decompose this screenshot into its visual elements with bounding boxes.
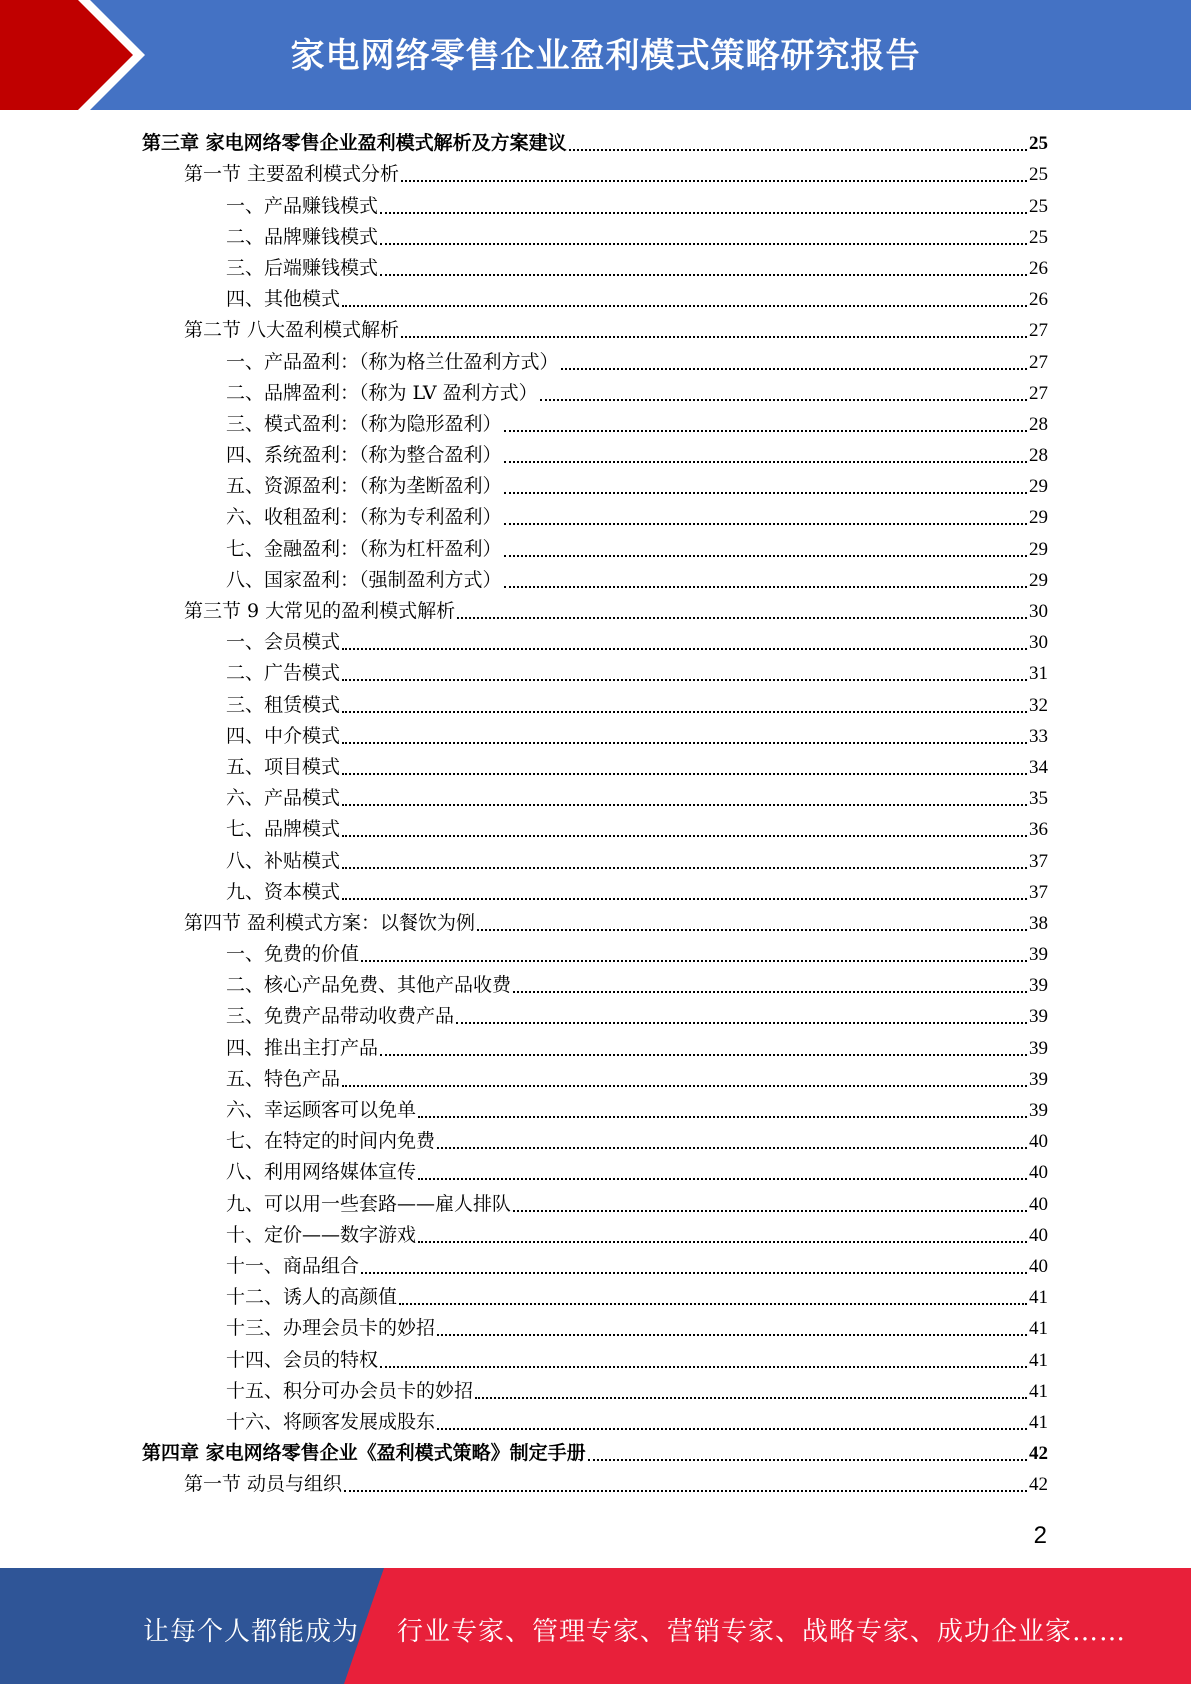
toc-entry-page: 25: [1029, 133, 1048, 155]
toc-dot-leader: [456, 1022, 1027, 1024]
toc-entry-page: 39: [1029, 1006, 1048, 1028]
toc-entry[interactable]: [142, 1064, 1048, 1095]
toc-entry-page: 28: [1029, 413, 1048, 435]
toc-entry-label: 第四章 家电网络零售企业《盈利模式策略》制定手册: [142, 1442, 586, 1465]
toc-entry-page: 39: [1029, 975, 1048, 997]
toc-dot-leader: [504, 555, 1027, 557]
toc-entry-page: 26: [1029, 289, 1048, 311]
toc-entry-label: 六、收租盈利：（称为专利盈利）: [226, 506, 502, 529]
toc-dot-leader: [437, 1147, 1027, 1149]
toc-dot-leader: [504, 586, 1027, 588]
toc-dot-leader: [342, 1085, 1027, 1087]
toc-entry[interactable]: [142, 222, 1048, 253]
toc-entry-label: 五、资源盈利：（称为垄断盈利）: [226, 475, 502, 498]
toc-entry[interactable]: [142, 409, 1048, 440]
toc-entry-page: 40: [1029, 1162, 1048, 1184]
toc-dot-leader: [561, 368, 1027, 370]
toc-entry-label: 一、免费的价值: [226, 943, 360, 966]
toc-entry-label: 第一节 动员与组织: [184, 1473, 343, 1496]
toc-dot-leader: [361, 1272, 1027, 1274]
toc-dot-leader: [342, 835, 1027, 837]
toc-entry[interactable]: [142, 596, 1048, 627]
toc-entry-label: 六、幸运顾客可以免单: [226, 1099, 417, 1121]
footer-slogan-right: 行业专家、管理专家、营销专家、战略专家、成功企业家……: [397, 1617, 1127, 1647]
toc-entry-label: 六、产品模式: [226, 787, 341, 810]
toc-entry-label: 八、利用网络媒体宣传: [226, 1161, 417, 1184]
toc-entry-page: 40: [1029, 1224, 1048, 1246]
toc-entry-label: 五、特色产品: [226, 1067, 341, 1090]
document-header: [0, 0, 1191, 110]
footer-slogan-left: 让每个人都能成为: [143, 1617, 360, 1647]
toc-entry[interactable]: [142, 1344, 1048, 1375]
toc-dot-leader: [380, 1366, 1027, 1368]
toc-entry[interactable]: [142, 1376, 1048, 1407]
toc-entry-page: 39: [1029, 1100, 1048, 1121]
toc-entry[interactable]: [142, 1126, 1048, 1157]
toc-dot-leader: [342, 742, 1027, 744]
toc-dot-leader: [457, 617, 1027, 619]
toc-entry[interactable]: [142, 159, 1048, 190]
toc-entry[interactable]: [142, 253, 1048, 284]
toc-entry[interactable]: [142, 1469, 1048, 1500]
toc-entry-label: 第三节 9 大常见的盈利模式解析: [184, 600, 456, 622]
toc-dot-leader: [569, 149, 1027, 151]
toc-entry-page: 35: [1029, 788, 1048, 810]
toc-dot-leader: [342, 773, 1027, 775]
toc-entry-page: 27: [1029, 382, 1048, 404]
toc-entry-page: 27: [1029, 351, 1048, 373]
toc-entry[interactable]: [142, 346, 1048, 377]
toc-dot-leader: [513, 1210, 1027, 1212]
toc-entry-label: 八、补贴模式: [226, 849, 341, 872]
toc-entry-label: 第二节 八大盈利模式解析: [184, 319, 400, 342]
toc-entry-label: 八、国家盈利：（强制盈利方式）: [226, 568, 502, 591]
toc-entry-label: 九、资本模式: [226, 880, 341, 903]
toc-dot-leader: [361, 960, 1027, 962]
toc-dot-leader: [437, 1334, 1027, 1336]
toc-dot-leader: [342, 867, 1027, 869]
toc-entry[interactable]: [142, 1407, 1048, 1438]
document-footer: [0, 1568, 1191, 1684]
toc-dot-leader: [342, 648, 1027, 650]
toc-entry[interactable]: [142, 1095, 1048, 1126]
toc-dot-leader: [418, 1116, 1027, 1118]
toc-entry[interactable]: [142, 502, 1048, 533]
toc-entry[interactable]: [142, 378, 1048, 409]
page-number: 2: [1033, 1522, 1047, 1549]
toc-entry-page: 41: [1029, 1380, 1048, 1402]
toc-entry-label: 四、系统盈利：（称为整合盈利）: [226, 444, 502, 467]
toc-entry-page: 25: [1029, 226, 1048, 248]
toc-entry-label: 十六、将顾客发展成股东: [226, 1410, 436, 1433]
toc-entry-page: 28: [1029, 445, 1048, 467]
toc-entry-page: 29: [1029, 538, 1048, 560]
toc-entry-label: 七、品牌模式: [226, 818, 341, 841]
toc-entry[interactable]: [142, 1313, 1048, 1344]
toc-entry-label: 十三、办理会员卡的妙招: [226, 1317, 436, 1340]
toc-entry-label: 一、产品赚钱模式: [226, 194, 379, 217]
toc-entry-page: 25: [1029, 195, 1048, 217]
toc-entry-label: 十、定价——数字游戏: [226, 1223, 417, 1246]
toc-entry-page: 29: [1029, 507, 1048, 529]
toc-dot-leader: [380, 274, 1027, 276]
toc-entry-page: 41: [1029, 1411, 1048, 1433]
toc-entry-page: 30: [1029, 601, 1048, 622]
document-title: 家电网络零售企业盈利模式策略研究报告: [290, 36, 921, 76]
toc-dot-leader: [344, 1490, 1027, 1492]
toc-entry[interactable]: [142, 1438, 1048, 1469]
toc-entry-page: 40: [1029, 1131, 1048, 1153]
toc-entry-page: 32: [1029, 694, 1048, 716]
toc-dot-leader: [401, 336, 1027, 338]
toc-entry-page: 37: [1029, 850, 1048, 872]
toc-entry[interactable]: [142, 1251, 1048, 1282]
toc-entry[interactable]: [142, 565, 1048, 596]
toc-dot-leader: [418, 1241, 1027, 1243]
toc-entry[interactable]: [142, 440, 1048, 471]
toc-entry-page: 25: [1029, 164, 1048, 186]
toc-entry-page: 29: [1029, 476, 1048, 498]
toc-entry[interactable]: [142, 1282, 1048, 1313]
toc-dot-leader: [504, 430, 1027, 432]
toc-entry-page: 33: [1029, 725, 1048, 747]
toc-entry-label: 十二、诱人的高颜值: [226, 1286, 398, 1309]
toc-entry-label: 第三章 家电网络零售企业盈利模式解析及方案建议: [142, 132, 567, 155]
toc-entry-label: 一、会员模式: [226, 631, 341, 654]
table-of-contents: [142, 128, 1048, 1500]
toc-dot-leader: [477, 929, 1027, 931]
toc-entry[interactable]: [142, 877, 1048, 908]
toc-dot-leader: [380, 243, 1027, 245]
toc-dot-leader: [504, 523, 1027, 525]
toc-dot-leader: [437, 1428, 1027, 1430]
toc-entry-label: 九、可以用一些套路——雇人排队: [226, 1192, 512, 1215]
toc-entry-label: 三、后端赚钱模式: [226, 256, 379, 279]
toc-dot-leader: [380, 1054, 1027, 1056]
toc-entry[interactable]: [142, 627, 1048, 658]
toc-entry-label: 一、产品盈利：（称为格兰仕盈利方式）: [226, 350, 559, 373]
toc-entry-label: 十四、会员的特权: [226, 1348, 379, 1371]
toc-entry-page: 39: [1029, 944, 1048, 966]
toc-dot-leader: [540, 399, 1027, 401]
toc-entry-page: 41: [1029, 1318, 1048, 1340]
toc-dot-leader: [475, 1397, 1027, 1399]
toc-dot-leader: [342, 679, 1027, 681]
toc-entry-label: 五、项目模式: [226, 755, 341, 778]
toc-entry[interactable]: [142, 533, 1048, 564]
toc-dot-leader: [504, 492, 1027, 494]
toc-entry-label: 七、金融盈利：（称为杠杆盈利）: [226, 537, 502, 560]
toc-dot-leader: [418, 1178, 1027, 1180]
toc-entry-page: 34: [1029, 756, 1048, 778]
toc-entry[interactable]: [142, 1188, 1048, 1219]
toc-entry-label: 七、在特定的时间内免费: [226, 1130, 436, 1153]
toc-entry[interactable]: [142, 471, 1048, 502]
toc-dot-leader: [380, 212, 1027, 214]
toc-entry-page: 42: [1029, 1474, 1048, 1496]
toc-entry-label: 第一节 主要盈利模式分析: [184, 163, 400, 186]
toc-entry-page: 39: [1029, 1037, 1048, 1059]
toc-entry[interactable]: [142, 721, 1048, 752]
toc-entry-label: 二、广告模式: [226, 662, 341, 685]
toc-entry-page: 42: [1029, 1443, 1048, 1465]
toc-dot-leader: [342, 804, 1027, 806]
toc-entry-label: 十一、商品组合: [226, 1254, 360, 1277]
toc-entry[interactable]: [142, 1220, 1048, 1251]
toc-entry-label: 四、推出主打产品: [226, 1036, 379, 1059]
toc-entry[interactable]: [142, 284, 1048, 315]
toc-entry[interactable]: [142, 658, 1048, 689]
toc-entry-page: 27: [1029, 320, 1048, 342]
toc-dot-leader: [401, 180, 1027, 182]
toc-entry[interactable]: [142, 1032, 1048, 1063]
toc-entry[interactable]: [142, 970, 1048, 1001]
toc-entry-page: 26: [1029, 257, 1048, 279]
toc-entry-page: 37: [1029, 881, 1048, 903]
toc-entry-page: 29: [1029, 569, 1048, 591]
toc-dot-leader: [342, 898, 1027, 900]
toc-entry[interactable]: [142, 908, 1048, 939]
toc-entry-page: 40: [1029, 1255, 1048, 1277]
toc-entry-label: 三、模式盈利：（称为隐形盈利）: [226, 412, 502, 435]
toc-entry[interactable]: [142, 939, 1048, 970]
toc-entry[interactable]: [142, 752, 1048, 783]
toc-entry-label: 二、核心产品免费、其他产品收费: [226, 974, 512, 997]
toc-entry-page: 41: [1029, 1287, 1048, 1309]
toc-entry-page: 31: [1029, 663, 1048, 685]
toc-entry[interactable]: [142, 689, 1048, 720]
toc-entry[interactable]: [142, 845, 1048, 876]
toc-entry-page: 30: [1029, 632, 1048, 654]
toc-dot-leader: [588, 1459, 1027, 1461]
toc-entry-page: 40: [1029, 1193, 1048, 1215]
toc-entry-label: 四、中介模式: [226, 724, 341, 747]
toc-entry-label: 三、租赁模式: [226, 693, 341, 716]
toc-dot-leader: [342, 711, 1027, 713]
toc-entry[interactable]: [142, 128, 1048, 159]
toc-entry-page: 39: [1029, 1068, 1048, 1090]
toc-entry-label: 十五、积分可办会员卡的妙招: [226, 1379, 474, 1402]
toc-dot-leader: [504, 461, 1027, 463]
toc-entry-page: 38: [1029, 912, 1048, 934]
toc-entry-page: 41: [1029, 1349, 1048, 1371]
toc-entry[interactable]: [142, 1157, 1048, 1188]
toc-entry-label: 四、其他模式: [226, 288, 341, 311]
toc-dot-leader: [513, 991, 1027, 993]
toc-dot-leader: [399, 1303, 1027, 1305]
toc-entry-page: 36: [1029, 819, 1048, 841]
toc-entry-label: 三、免费产品带动收费产品: [226, 1005, 455, 1028]
toc-entry[interactable]: [142, 315, 1048, 346]
toc-entry[interactable]: [142, 814, 1048, 845]
toc-entry[interactable]: [142, 783, 1048, 814]
toc-entry-label: 二、品牌赚钱模式: [226, 225, 379, 248]
toc-entry-label: 第四节 盈利模式方案：以餐饮为例: [184, 911, 476, 934]
toc-dot-leader: [342, 305, 1027, 307]
toc-entry[interactable]: [142, 190, 1048, 221]
toc-entry[interactable]: [142, 1001, 1048, 1032]
toc-entry-label: 二、品牌盈利：（称为 LV 盈利方式）: [226, 381, 538, 404]
